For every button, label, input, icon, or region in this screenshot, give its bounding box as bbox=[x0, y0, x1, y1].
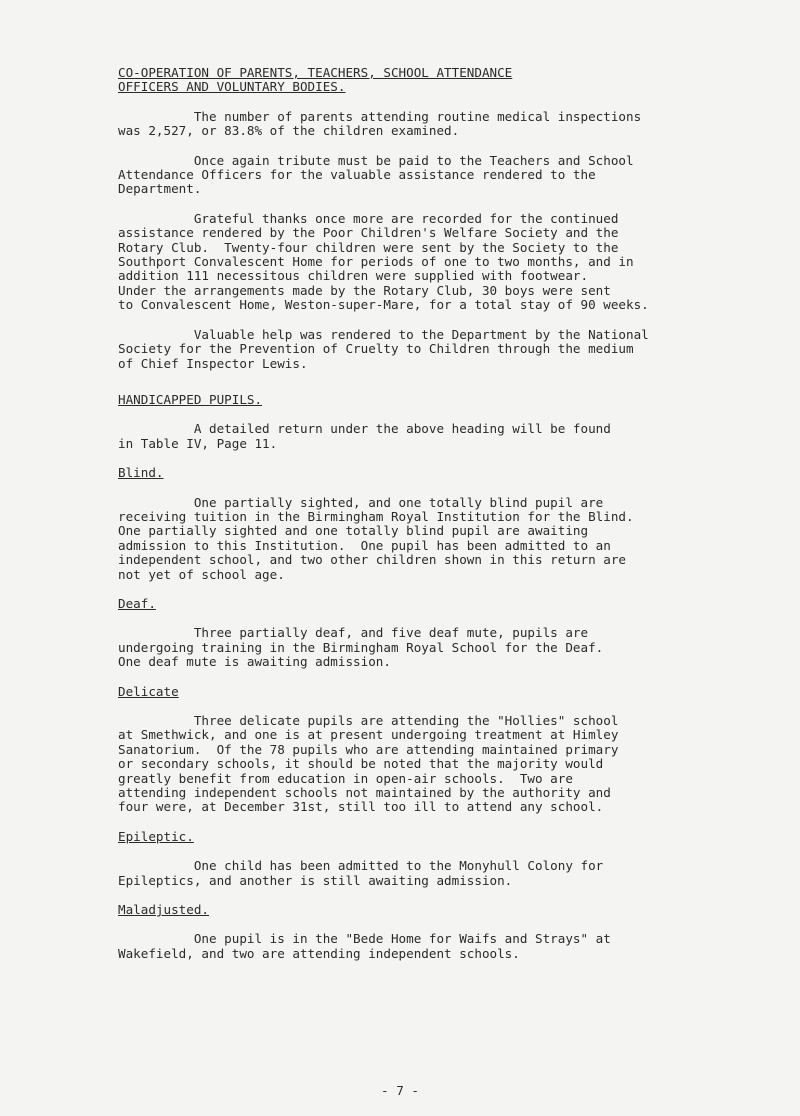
page-number: - 7 - bbox=[381, 1083, 419, 1098]
paragraph-delicate: Three delicate pupils are attending the "Hollies" school at Smethwick, and one is at present undergoing treatment at Himley Sanatorium. Of the 78 pupils who are attending maintained primary or secondary schools, it should be noted that the majority would greatly benefit from education in open-air schools. Two are attending independent schools not maintained by the authority and four were, at December 31st, still too ill to attend any school. bbox=[118, 713, 619, 815]
paragraph-maladjusted: One pupil is in the "Bede Home for Waifs and Strays" at Wakefield, and two are attending independent schools. bbox=[118, 931, 611, 961]
handicapped-intro: A detailed return under the above heading will be found in Table IV, Page 11. bbox=[118, 421, 611, 451]
paragraph-blind: One partially sighted, and one totally blind pupil are receiving tuition in the Birmingham Royal Institution for the Blind. One partially sighted and one totally blind pupil are awaiting admission to this Institution. One pupil has been admitted to an independent school, and two other children shown in this return are not yet of school age. bbox=[118, 494, 634, 582]
subheading-blind: Blind. bbox=[118, 465, 164, 481]
section-heading bbox=[118, 66, 780, 95]
subheading-deaf: Deaf. bbox=[118, 595, 156, 611]
heading-line-1: CO-OPERATION OF PARENTS, TEACHERS, SCHOOL ATTENDANCE bbox=[118, 65, 513, 80]
paragraph-epileptic: One child has been admitted to the Monyhull Colony for Epileptics, and another is still awaiting admission. bbox=[118, 858, 604, 888]
handicapped-heading: HANDICAPPED PUPILS. bbox=[118, 391, 263, 407]
heading-line-2: OFFICERS AND VOLUNTARY BODIES. bbox=[118, 79, 346, 95]
paragraph-deaf: Three partially deaf, and five deaf mute, pupils are undergoing training in the Birmingham Royal School for the Deaf. One deaf mute is awaiting admission. bbox=[118, 625, 604, 670]
paragraph-nspcc: Valuable help was rendered to the Department by the National Society for the Prevention of Cruelty to Children through the medium of Chief Inspector Lewis. bbox=[118, 326, 649, 371]
subheading-delicate: Delicate bbox=[118, 683, 179, 699]
paragraph-attendance: The number of parents attending routine medical inspections was 2,527, or 83.8% of the children examined. bbox=[118, 108, 642, 139]
subheading-epileptic: Epileptic. bbox=[118, 828, 194, 844]
subheading-maladjusted: Maladjusted. bbox=[118, 902, 209, 918]
paragraph-thanks: Grateful thanks once more are recorded for the continued assistance rendered by the Poor Children's Welfare Society and the Rotary Club. Twenty-four children were sent by the Society to the Southport Convalescent Home for periods of one to two months, and in addition 111 necessitous children were supplied with footwear. Under the arrangements made by the Rotary Club, 30 boys were sent to Convalescent Home, Weston-super-Mare, for a total stay of 90 weeks. bbox=[118, 210, 649, 313]
paragraph-tribute: Once again tribute must be paid to the Teachers and School Attendance Officers for the valuable assistance rendered to the Department. bbox=[118, 152, 634, 197]
document-page bbox=[118, 66, 780, 961]
